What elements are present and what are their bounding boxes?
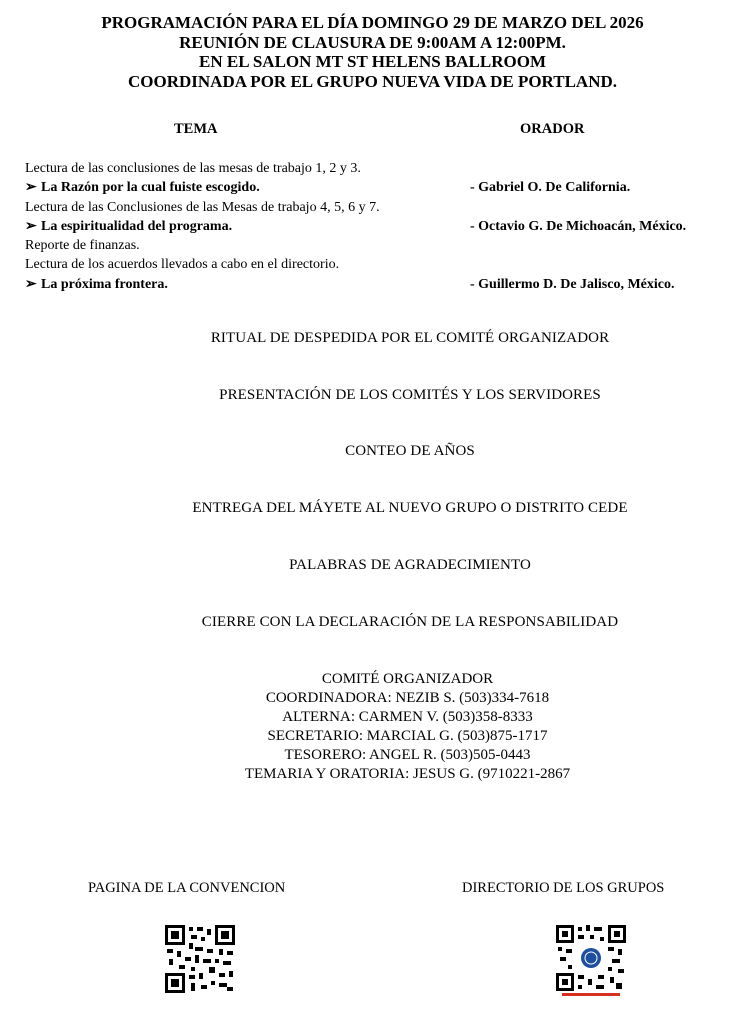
program-item: CONTEO DE AÑOS [345, 443, 475, 459]
agenda-row [25, 255, 740, 274]
agenda-topic: Reporte de finanzas. [25, 238, 140, 254]
committee-temaria: TEMARIA Y ORATORIA: JESUS G. (9710221-2867 [244, 766, 571, 782]
program-item: ENTREGA DEL MÁYETE AL NUEVO GRUPO O DISTRITO CEDE [192, 500, 628, 516]
header-location: EN EL SALON MT ST HELENS BALLROOM [198, 52, 547, 71]
committee-title: COMITÉ ORGANIZADOR [321, 671, 494, 687]
agenda-speaker: - Guillermo D. De Jalisco, México. [470, 276, 675, 292]
agenda-row [25, 178, 740, 197]
qr-code-icon[interactable] [165, 925, 235, 993]
agenda-list [25, 159, 740, 294]
document-header [0, 13, 745, 91]
program-item: PALABRAS DE AGRADECIMIENTO [289, 557, 531, 573]
group-directory-label: DIRECTORIO DE LOS GRUPOS [462, 880, 665, 896]
qr-code-icon[interactable] [556, 925, 626, 997]
agenda-topic: La próxima frontera. [41, 276, 168, 292]
header-organizer: COORDINADA POR EL GRUPO NUEVA VIDA DE PORTLAND. [128, 71, 617, 91]
committee-secretario: SECRETARIO: MARCIAL G. (503)875-1717 [267, 728, 548, 744]
committee-block [0, 670, 745, 784]
committee-alterna: ALTERNA: CARMEN V. (503)358-8333 [282, 709, 533, 725]
agenda-topic: Lectura de las conclusiones de las mesas de trabajo 1, 2 y 3. [25, 161, 361, 176]
agenda-topic: Lectura de las Conclusiones de las Mesas de trabajo 4, 5, 6 y 7. [25, 199, 380, 215]
column-header-orador: ORADOR [520, 121, 585, 137]
agenda-topic: La espiritualidad del programa. [41, 218, 233, 234]
column-header-tema: TEMA [174, 121, 218, 137]
committee-tesorero: TESORERO: ANGEL R. (503)505-0443 [284, 747, 531, 763]
agenda-row [25, 198, 740, 217]
agenda-row [25, 159, 740, 178]
header-schedule: REUNIÓN DE CLAUSURA DE 9:00AM A 12:00PM. [179, 32, 566, 52]
agenda-topic: La Razón por la cual fuiste escogido. [41, 180, 260, 196]
convention-page-label: PAGINA DE LA CONVENCION [88, 880, 286, 896]
agenda-row [25, 275, 740, 294]
arrowhead-bullet-icon: ➢ [25, 276, 37, 292]
header-title: PROGRAMACIÓN PARA EL DÍA DOMINGO 29 DE MARZO DEL 2026 [101, 13, 644, 32]
arrowhead-bullet-icon: ➢ [25, 218, 37, 234]
agenda-topic: Lectura de los acuerdos llevados a cabo en el directorio. [25, 257, 340, 273]
committee-coordinadora: COORDINADORA: NEZIB S. (503)334-7618 [265, 690, 550, 706]
program-item: RITUAL DE DESPEDIDA POR EL COMITÉ ORGANIZADOR [210, 330, 610, 346]
agenda-row [25, 217, 740, 236]
agenda-speaker: - Gabriel O. De California. [470, 180, 631, 196]
arrowhead-bullet-icon: ➢ [25, 180, 37, 196]
agenda-speaker: - Octavio G. De Michoacán, México. [470, 218, 687, 234]
agenda-row [25, 236, 740, 255]
program-item: CIERRE CON LA DECLARACIÓN DE LA RESPONSABILIDAD [201, 614, 619, 630]
program-item: PRESENTACIÓN DE LOS COMITÉS Y LOS SERVIDORES [219, 387, 601, 403]
